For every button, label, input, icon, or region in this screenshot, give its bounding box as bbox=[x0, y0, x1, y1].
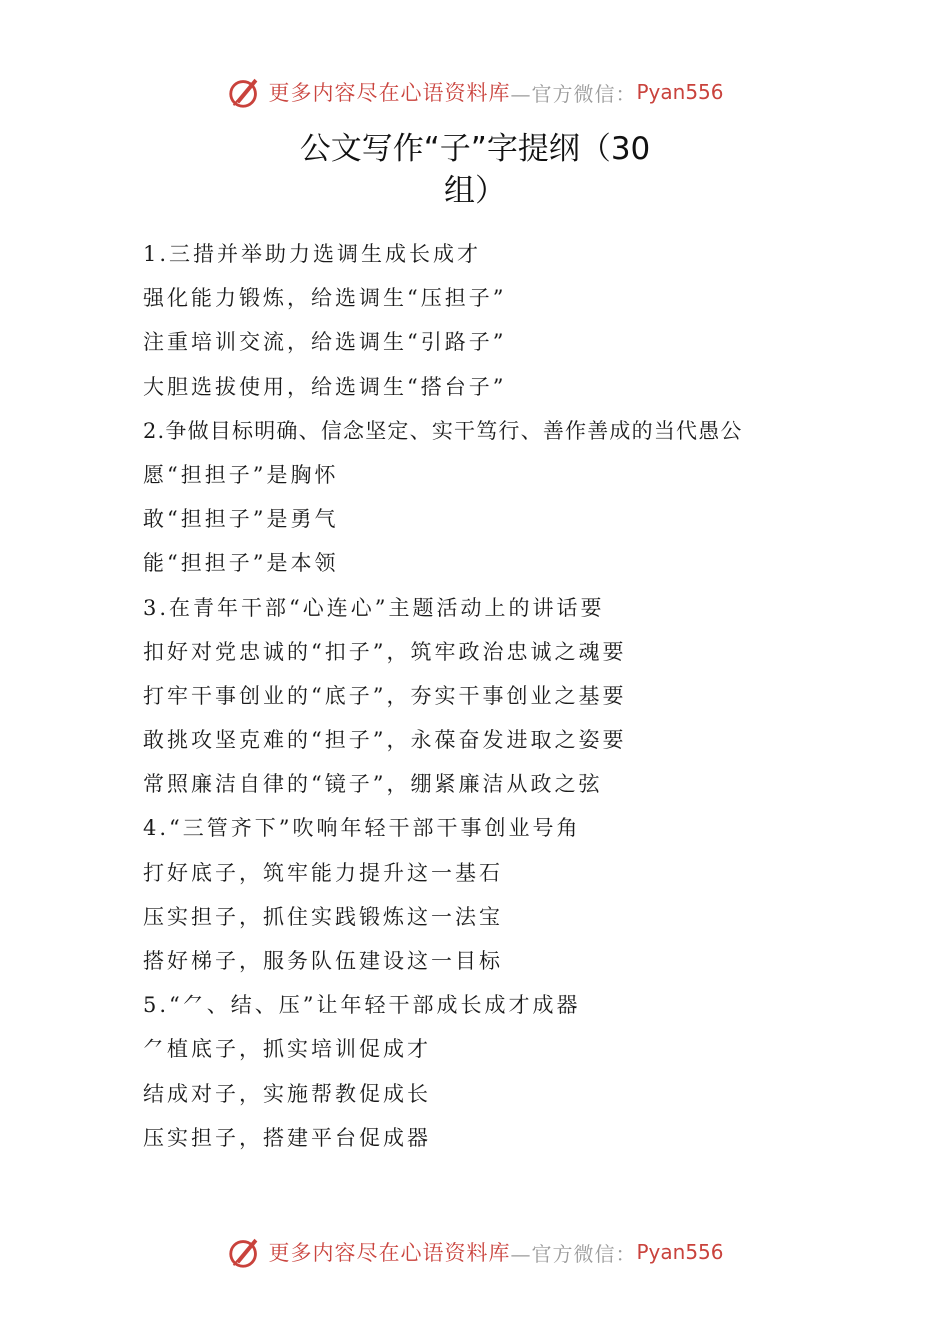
title-line-1: 公文写作“子”字提纲（30 bbox=[299, 131, 651, 167]
footer-watermark bbox=[0, 1230, 950, 1274]
body-line: 敢挑攻坚克难的“担子”，永葆奋发进取之姿要 bbox=[143, 728, 627, 753]
watermark-red-text: 更多内容尽在心语资料库 bbox=[268, 81, 511, 105]
body-line: 3.在青年干部“心连心”主题活动上的讲话要 bbox=[143, 595, 605, 620]
body-line: 大胆选拔使用，给选调生“搭台子” bbox=[143, 374, 507, 399]
watermark-grey-text: —官方微信： bbox=[510, 81, 637, 106]
quill-circle-icon bbox=[226, 1233, 264, 1271]
watermark-wechat-id: Pyan556 bbox=[636, 80, 724, 104]
body-line: 搭好梯子，服务队伍建设这一目标 bbox=[143, 949, 503, 973]
body-line: 常照廉洁自律的“镜子”，绷紧廉洁从政之弦 bbox=[143, 772, 603, 797]
watermark-wechat-id: Pyan556 bbox=[636, 1240, 724, 1264]
body-line: 愿“担担子”是胸怀 bbox=[143, 462, 339, 487]
body-line: 扣好对党忠诚的“扣子”，筑牢政治忠诚之魂要 bbox=[143, 639, 627, 664]
body-line: 打好底子，筑牢能力提升这一基石 bbox=[143, 860, 503, 885]
body-line: 压实担子，抓住实践锻炼这一法宝 bbox=[143, 904, 503, 929]
body-line: 1.三措并举助力选调生成长成才 bbox=[143, 242, 482, 266]
body-line: 压实担子，搭建平台促成器 bbox=[143, 1125, 431, 1150]
body-line: 能“担担子”是本领 bbox=[143, 551, 339, 576]
body-line: 敢“担担子”是勇气 bbox=[143, 507, 339, 532]
body-line: ⺈植底子，抓实培训促成才 bbox=[143, 1037, 431, 1062]
body-line: 强化能力锻炼，给选调生“压担子” bbox=[143, 286, 507, 311]
watermark-grey-text: —官方微信： bbox=[510, 1241, 637, 1266]
body-line: 2.争做目标明确、信念坚定、实干笃行、善作善成的当代愚公 bbox=[143, 418, 743, 443]
header-watermark bbox=[0, 70, 950, 114]
document-body bbox=[143, 232, 843, 1160]
body-line: 打牢干事创业的“底子”，夯实干事创业之基要 bbox=[143, 683, 627, 708]
quill-circle-icon bbox=[226, 73, 264, 111]
title-line-2: 组） bbox=[444, 173, 506, 209]
body-line: 4.“三管齐下”吹响年轻干部干事创业号角 bbox=[143, 816, 581, 841]
document-title bbox=[250, 128, 700, 212]
watermark-red-text: 更多内容尽在心语资料库 bbox=[268, 1241, 511, 1265]
body-line: 注重培训交流，给选调生“引路子” bbox=[143, 330, 507, 355]
body-line: 5.“⺈、结、压”让年轻干部成长成才成器 bbox=[143, 993, 581, 1018]
body-line: 结成对子，实施帮教促成长 bbox=[143, 1081, 431, 1106]
